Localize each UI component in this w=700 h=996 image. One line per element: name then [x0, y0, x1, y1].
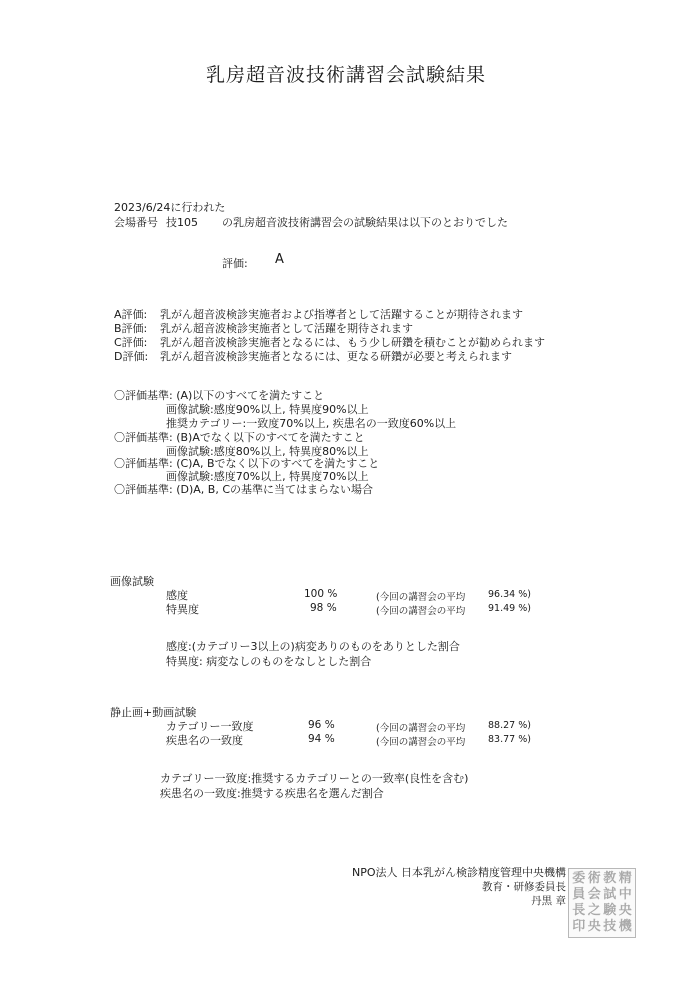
- disease-name-agreement-definition: 疾患名の一致度:推奨する疾患名を選んだ割合: [160, 787, 384, 800]
- seal-char: 教: [603, 871, 617, 886]
- seal-char: 委: [572, 871, 586, 886]
- category-agreement-average-value: 88.27 %): [488, 720, 531, 731]
- venue-label: 会場番号: [114, 216, 158, 229]
- specificity-average-label: (今回の講習会の平均: [376, 606, 466, 617]
- evaluation-label: 評価:: [222, 257, 248, 270]
- seal-char: 会: [587, 887, 601, 902]
- criteria-a-heading: 〇評価基準: (A)以下のすべてを満たすこと: [114, 389, 325, 402]
- criteria-a-image-test: 画像試験:感度90%以上, 特異度90%以上: [166, 403, 369, 416]
- category-agreement-value: 96 %: [308, 719, 335, 731]
- grade-d-label: D評価:: [114, 350, 149, 363]
- seal-char: 央: [587, 919, 601, 934]
- criteria-b-heading: 〇評価基準: (B)Aでなく以下のすべてを満たすこと: [114, 431, 365, 444]
- grade-b-label: B評価:: [114, 322, 148, 335]
- sensitivity-value: 100 %: [304, 588, 338, 600]
- signature-organization: NPO法人 日本乳がん検診精度管理中央機構: [351, 866, 566, 879]
- official-seal-stamp: [568, 868, 636, 938]
- criteria-d-heading: 〇評価基準: (D)A, B, Cの基準に当てはまらない場合: [114, 483, 373, 496]
- grade-c-label: C評価:: [114, 336, 148, 349]
- criteria-c-image-test: 画像試験:感度70%以上, 特異度70%以上: [166, 470, 369, 483]
- seal-char: 機: [618, 919, 632, 934]
- specificity-label: 特異度: [166, 603, 199, 616]
- grade-a-label: A評価:: [114, 308, 148, 321]
- venue-code: 技105: [166, 216, 198, 229]
- disease-name-agreement-label: 疾患名の一致度: [166, 734, 243, 747]
- sensitivity-average-value: 96.34 %): [488, 589, 531, 600]
- evaluation-grade: A: [275, 252, 284, 267]
- seal-char: 央: [618, 903, 632, 918]
- specificity-definition: 特異度: 病変なしのものをなしとした割合: [166, 655, 372, 668]
- sensitivity-definition: 感度:(カテゴリー3以上の)病変ありのものをありとした割合: [166, 640, 460, 653]
- grade-b-text: 乳がん超音波検診実施者として活躍を期待されます: [160, 322, 413, 335]
- grade-a-text: 乳がん超音波検診実施者および指導者として活躍することが期待されます: [160, 308, 523, 321]
- disease-name-agreement-value: 94 %: [308, 733, 335, 745]
- category-agreement-average-label: (今回の講習会の平均: [376, 723, 466, 734]
- seal-char: 術: [587, 871, 601, 886]
- still-video-test-heading: 静止画+動画試験: [110, 706, 197, 719]
- category-agreement-definition: カテゴリー一致度:推奨するカテゴリーとの一致率(良性を含む): [160, 772, 469, 785]
- seal-char: 験: [603, 903, 617, 918]
- seal-char: 試: [603, 887, 617, 902]
- seal-char: 長: [572, 903, 586, 918]
- sensitivity-label: 感度: [166, 589, 188, 602]
- seal-char: 精: [618, 871, 632, 886]
- seal-char: 員: [572, 887, 586, 902]
- seal-char: 之: [587, 903, 601, 918]
- signature-committee: 教育・研修委員長: [482, 881, 566, 893]
- seal-char: 技: [603, 919, 617, 934]
- specificity-value: 98 %: [310, 602, 337, 614]
- seal-char: 印: [572, 919, 586, 934]
- grade-d-text: 乳がん超音波検診実施者となるには、更なる研鑽が必要と考えられます: [160, 350, 512, 363]
- disease-name-agreement-average-label: (今回の講習会の平均: [376, 737, 466, 748]
- criteria-a-category: 推奨カテゴリー:一致度70%以上, 疾患名の一致度60%以上: [166, 417, 457, 430]
- criteria-c-heading: 〇評価基準: (C)A, Bでなく以下のすべてを満たすこと: [114, 457, 380, 470]
- specificity-average-value: 91.49 %): [488, 603, 531, 614]
- disease-name-agreement-average-value: 83.77 %): [488, 734, 531, 745]
- exam-date-line: 2023/6/24に行われた: [114, 201, 226, 214]
- grade-c-text: 乳がん超音波検診実施者となるには、もう少し研鑽を積むことが勧められます: [160, 336, 545, 349]
- criteria-b-image-test: 画像試験:感度80%以上, 特異度80%以上: [166, 445, 369, 458]
- seal-char: 中: [618, 887, 632, 902]
- image-test-heading: 画像試験: [110, 575, 154, 588]
- category-agreement-label: カテゴリー一致度: [166, 720, 254, 733]
- signature-name: 丹黒 章: [531, 895, 566, 907]
- sensitivity-average-label: (今回の講習会の平均: [376, 592, 466, 603]
- page-title: 乳房超音波技術講習会試験結果: [206, 64, 487, 86]
- result-sentence: の乳房超音波技術講習会の試験結果は以下のとおりでした: [222, 216, 508, 229]
